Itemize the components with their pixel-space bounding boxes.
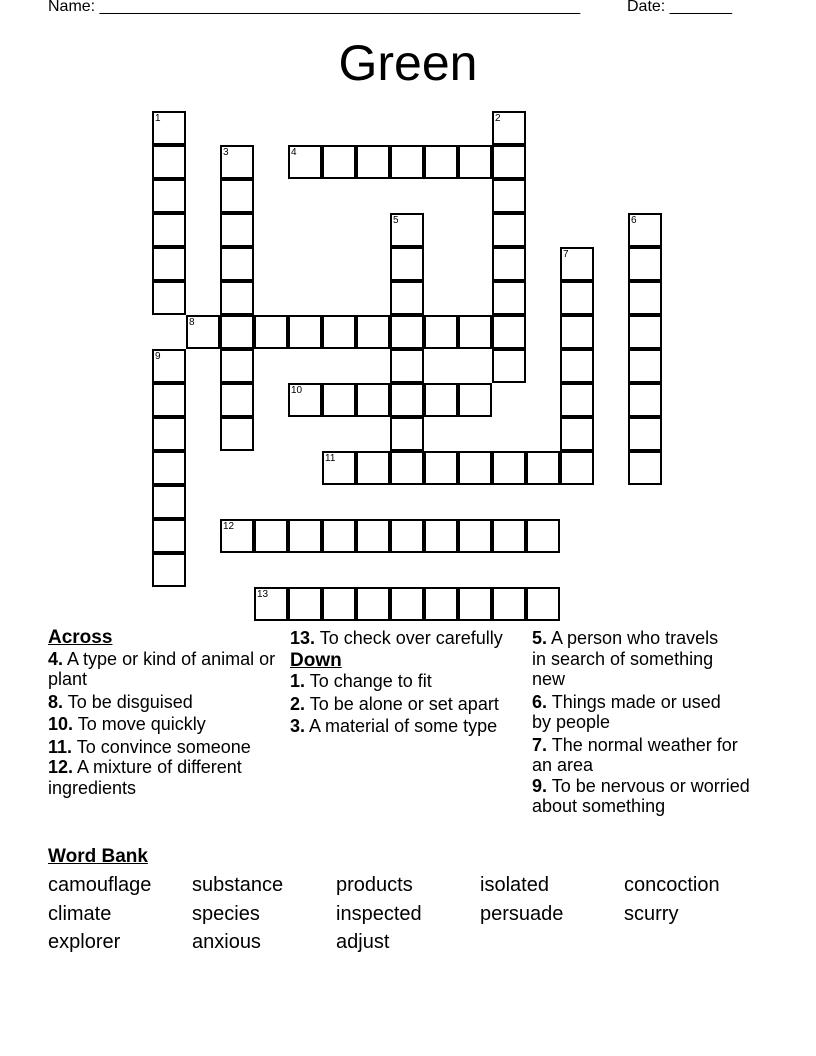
clue-across-12: 12. A mixture of different ingredients xyxy=(48,757,242,798)
grid-cell[interactable] xyxy=(628,247,662,281)
grid-cell[interactable] xyxy=(288,145,322,179)
word-bank-item: inspected xyxy=(336,903,422,925)
grid-cell[interactable] xyxy=(458,315,492,349)
grid-cell[interactable] xyxy=(560,417,594,451)
grid-cell[interactable] xyxy=(560,281,594,315)
clue-down-5: 5. A person who travels in search of something new xyxy=(532,628,719,689)
grid-cell[interactable] xyxy=(458,383,492,417)
word-bank-item: climate xyxy=(48,903,112,925)
grid-cell[interactable] xyxy=(152,349,186,383)
grid-cell[interactable] xyxy=(390,281,424,315)
grid-cell[interactable] xyxy=(458,145,492,179)
grid-cell[interactable] xyxy=(492,587,526,621)
grid-cell[interactable] xyxy=(254,587,288,621)
word-bank-item: persuade xyxy=(480,903,564,925)
grid-cell[interactable] xyxy=(424,145,458,179)
grid-cell[interactable] xyxy=(492,349,526,383)
word-bank-item: scurry xyxy=(624,903,679,925)
grid-cell[interactable] xyxy=(560,383,594,417)
cell-number: 11 xyxy=(325,453,336,464)
grid-cell[interactable] xyxy=(390,451,424,485)
page-title: Green xyxy=(338,35,478,91)
clue-down-9: 9. To be nervous or worried about something xyxy=(532,775,750,816)
grid-cell[interactable] xyxy=(152,213,186,247)
grid-cell[interactable] xyxy=(152,553,186,587)
grid-cell[interactable] xyxy=(424,451,458,485)
date-label: Date: xyxy=(627,0,666,15)
word-bank-item: explorer xyxy=(48,931,121,953)
cell-number: 8 xyxy=(189,317,195,328)
cell-number: 2 xyxy=(495,113,501,124)
word-bank-item: adjust xyxy=(336,931,390,953)
grid-cell[interactable] xyxy=(152,111,186,145)
grid-cell[interactable] xyxy=(220,315,254,349)
grid-cell[interactable] xyxy=(322,315,356,349)
grid-cell[interactable] xyxy=(254,315,288,349)
name-line: ______________________________________________________ xyxy=(99,0,581,15)
grid-cell[interactable] xyxy=(628,349,662,383)
grid-cell[interactable] xyxy=(390,247,424,281)
clue-across-13: 13. To check over carefully xyxy=(290,628,503,648)
grid-cell[interactable] xyxy=(288,383,322,417)
grid-cell[interactable] xyxy=(458,587,492,621)
grid-cell[interactable] xyxy=(492,213,526,247)
clue-down-1: 1. To change to fit xyxy=(290,671,432,691)
name-label: Name: xyxy=(48,0,96,15)
grid-cell[interactable] xyxy=(628,281,662,315)
grid-cell[interactable] xyxy=(152,145,186,179)
grid-cell[interactable] xyxy=(152,179,186,213)
grid-cell[interactable] xyxy=(288,587,322,621)
grid-cell[interactable] xyxy=(628,451,662,485)
grid-cell[interactable] xyxy=(492,145,526,179)
grid-cell[interactable] xyxy=(254,519,288,553)
grid-cell[interactable] xyxy=(322,383,356,417)
down-heading: Down xyxy=(290,649,342,671)
grid-cell[interactable] xyxy=(220,179,254,213)
cell-number: 10 xyxy=(291,385,303,396)
grid-cell[interactable] xyxy=(492,179,526,213)
grid-cell[interactable] xyxy=(560,247,594,281)
grid-cell[interactable] xyxy=(152,247,186,281)
clues-column-3 xyxy=(532,628,772,819)
grid-cell[interactable] xyxy=(492,111,526,145)
grid-cell[interactable] xyxy=(220,519,254,553)
cell-number: 3 xyxy=(223,147,229,158)
grid-cell[interactable] xyxy=(458,519,492,553)
grid-cell[interactable] xyxy=(356,519,390,553)
grid-cell[interactable] xyxy=(492,315,526,349)
grid-cell[interactable] xyxy=(560,349,594,383)
cell-number: 1 xyxy=(155,113,161,124)
grid-cell[interactable] xyxy=(390,417,424,451)
grid-cell[interactable] xyxy=(356,587,390,621)
date-line: _______ xyxy=(669,0,732,15)
grid-cell[interactable] xyxy=(356,315,390,349)
grid-cell[interactable] xyxy=(526,451,560,485)
cell-number: 5 xyxy=(393,215,399,226)
grid-cell[interactable] xyxy=(152,417,186,451)
cell-number: 13 xyxy=(257,589,269,600)
clue-across-8: 8. To be disguised xyxy=(48,691,193,712)
clue-across-4: 4. A type or kind of animal or plant xyxy=(48,648,276,689)
grid-cell[interactable] xyxy=(220,349,254,383)
word-bank-title: Word Bank xyxy=(48,846,148,867)
cell-number: 12 xyxy=(223,521,235,532)
cell-number: 7 xyxy=(563,249,569,260)
clue-down-6: 6. Things made or used by people xyxy=(532,691,721,732)
cell-number: 4 xyxy=(291,147,297,158)
grid-cell[interactable] xyxy=(390,145,424,179)
clue-across-11: 11. To convince someone xyxy=(48,736,251,757)
grid-cell[interactable] xyxy=(152,519,186,553)
grid-cell[interactable] xyxy=(220,281,254,315)
grid-cell[interactable] xyxy=(390,519,424,553)
grid-cell[interactable] xyxy=(152,383,186,417)
clue-across-10: 10. To move quickly xyxy=(48,714,206,734)
grid-cell[interactable] xyxy=(220,145,254,179)
cell-number: 9 xyxy=(155,351,161,362)
cell-number: 6 xyxy=(631,215,637,226)
grid-cell[interactable] xyxy=(424,315,458,349)
grid-cell[interactable] xyxy=(424,587,458,621)
grid-cell[interactable] xyxy=(424,519,458,553)
grid-cell[interactable] xyxy=(526,587,560,621)
grid-cell[interactable] xyxy=(322,587,356,621)
grid-cell[interactable] xyxy=(560,451,594,485)
grid-cell[interactable] xyxy=(322,145,356,179)
grid-cell[interactable] xyxy=(322,451,356,485)
word-bank-item: anxious xyxy=(192,931,261,953)
grid-cell[interactable] xyxy=(220,383,254,417)
grid-cell[interactable] xyxy=(220,213,254,247)
grid-cell[interactable] xyxy=(424,383,458,417)
grid-cell[interactable] xyxy=(356,383,390,417)
grid-cell[interactable] xyxy=(628,417,662,451)
grid-cell[interactable] xyxy=(390,213,424,247)
word-bank-item: concoction xyxy=(624,874,720,896)
grid-cell[interactable] xyxy=(152,485,186,519)
clues-column-1 xyxy=(48,628,288,800)
grid-cell[interactable] xyxy=(322,519,356,553)
grid-cell[interactable] xyxy=(152,451,186,485)
word-bank-item: species xyxy=(192,903,260,925)
word-bank-item: products xyxy=(336,874,413,896)
grid-cell[interactable] xyxy=(390,349,424,383)
grid-cell[interactable] xyxy=(492,247,526,281)
grid-cell[interactable] xyxy=(356,145,390,179)
grid-cell[interactable] xyxy=(356,451,390,485)
grid-cell[interactable] xyxy=(492,451,526,485)
grid-cell[interactable] xyxy=(560,315,594,349)
grid-cell[interactable] xyxy=(628,315,662,349)
grid-cell[interactable] xyxy=(288,315,322,349)
clue-down-2: 2. To be alone or set apart xyxy=(290,693,499,714)
grid-cell[interactable] xyxy=(492,281,526,315)
grid-cell[interactable] xyxy=(492,519,526,553)
grid-cell[interactable] xyxy=(152,281,186,315)
grid-cell[interactable] xyxy=(390,383,424,417)
word-bank-item: substance xyxy=(192,874,284,896)
grid-cell[interactable] xyxy=(458,451,492,485)
grid-cell[interactable] xyxy=(390,315,424,349)
clue-down-7: 7. The normal weather for an area xyxy=(532,734,738,775)
clues-column-2 xyxy=(290,628,510,739)
grid-cell[interactable] xyxy=(186,315,220,349)
grid-cell[interactable] xyxy=(220,417,254,451)
word-bank-item: camouflage xyxy=(48,874,152,896)
word-bank-item: isolated xyxy=(480,874,549,896)
clue-down-3: 3. A material of some type xyxy=(290,716,498,736)
grid-cell[interactable] xyxy=(628,383,662,417)
grid-cell[interactable] xyxy=(526,519,560,553)
grid-cell[interactable] xyxy=(220,247,254,281)
across-heading: Across xyxy=(48,627,113,648)
grid-cell[interactable] xyxy=(288,519,322,553)
grid-cell[interactable] xyxy=(628,213,662,247)
grid-cell[interactable] xyxy=(390,587,424,621)
